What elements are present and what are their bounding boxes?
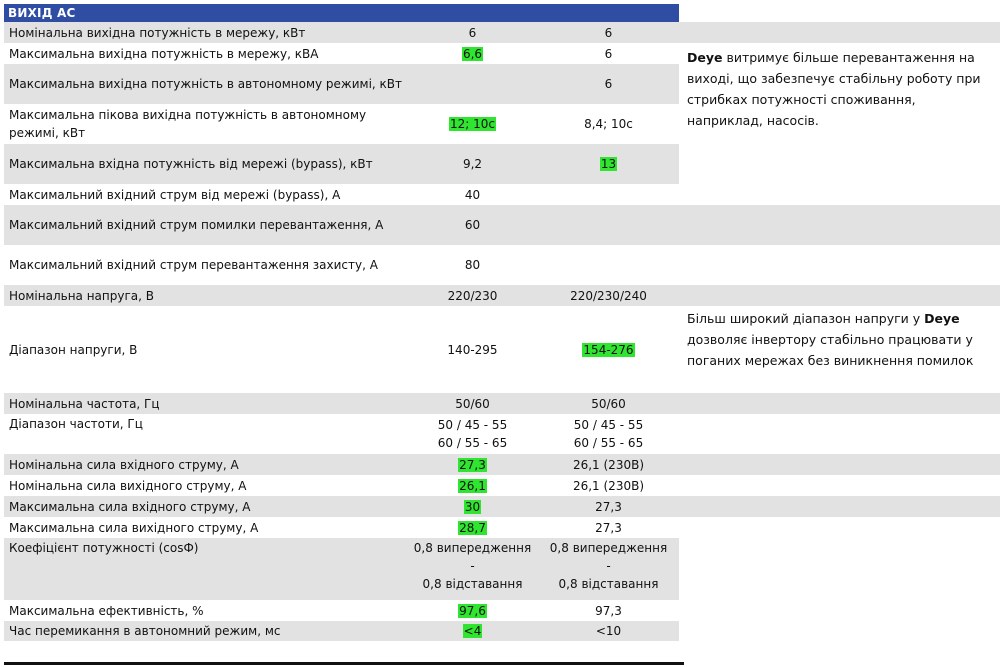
value-1 — [407, 43, 538, 64]
spec-table — [4, 4, 1000, 641]
row-label: Максимальна вихідна потужність в мережу, кВА — [4, 43, 407, 64]
highlight-value: 26,1 — [459, 478, 486, 493]
table-row — [4, 517, 1000, 538]
value-1: 6 — [407, 22, 538, 43]
value-2 — [538, 205, 679, 245]
value-1: 80 — [407, 245, 538, 285]
table-row — [4, 285, 1000, 306]
section-title: ВИХІД AC — [4, 4, 679, 22]
highlight-value: 30 — [464, 499, 481, 514]
table-row — [4, 414, 1000, 454]
value-1 — [407, 496, 538, 517]
value-2: 97,3 — [538, 600, 679, 621]
overload-note — [679, 43, 1000, 184]
row-label: Діапазон напруги, В — [4, 306, 407, 393]
row-label: Максимальна вхідна потужність від мережі (bypass), кВт — [4, 144, 407, 184]
highlight-value: 13 — [600, 157, 617, 171]
value-2: 6 — [538, 64, 679, 104]
value-2: 27,3 — [538, 517, 679, 538]
value-2: 220/230/240 — [538, 285, 679, 306]
highlight-value: 154-276 — [583, 342, 634, 357]
value-1: 140-295 — [407, 306, 538, 393]
note-text: витримує більше перевантаження на виході, що забезпечує стабільну роботу при стрибках потужності споживання, наприклад, насосів. — [687, 50, 981, 128]
highlight-value: <4 — [463, 624, 482, 638]
value-2: 50 / 45 - 55 60 / 55 - 65 — [538, 414, 679, 454]
value-2: 6 — [538, 43, 679, 64]
table-row — [4, 538, 1000, 600]
value-1 — [407, 64, 538, 104]
row-label: Максимальна ефективність, % — [4, 600, 407, 621]
value-2: 50/60 — [538, 393, 679, 414]
brand-name: Deye — [687, 50, 723, 65]
row-label: Максимальна сила вихідного струму, А — [4, 517, 407, 538]
voltage-note — [679, 306, 1000, 393]
value-1: 50/60 — [407, 393, 538, 414]
note-text: дозволяє інвертору стабільно працювати у поганих мережах без виникнення помилок — [687, 332, 974, 368]
value-1: 40 — [407, 184, 538, 205]
row-label: Максимальна вихідна потужність в автономному режимі, кВт — [4, 64, 407, 104]
table-row — [4, 475, 1000, 496]
value-1 — [407, 475, 538, 496]
table-row — [4, 393, 1000, 414]
table-row — [4, 205, 1000, 245]
value-2: 8,4; 10с — [538, 104, 679, 144]
value-1 — [407, 104, 538, 144]
value-1 — [407, 621, 538, 641]
value-2: 6 — [538, 22, 679, 43]
table-header-row — [4, 4, 1000, 22]
row-label: Номінальна вихідна потужність в мережу, кВт — [4, 22, 407, 43]
row-label: Максимальна пікова вихідна потужність в автономному режимі, кВт — [4, 104, 407, 144]
value-1: 9,2 — [407, 144, 538, 184]
row-label: Максимальна сила вхідного струму, А — [4, 496, 407, 517]
value-2 — [538, 245, 679, 285]
value-1 — [407, 600, 538, 621]
highlight-value: 6,6 — [462, 46, 483, 61]
value-1: 60 — [407, 205, 538, 245]
row-label: Максимальний вхідний струм перевантаження захисту, А — [4, 245, 407, 285]
value-2: <10 — [538, 621, 679, 641]
highlight-value: 27,3 — [459, 457, 486, 472]
value-1: 50 / 45 - 55 60 / 55 - 65 — [407, 414, 538, 454]
highlight-value: 97,6 — [459, 603, 486, 618]
table-row — [4, 306, 1000, 393]
table-row — [4, 184, 1000, 205]
highlight-value: 28,7 — [459, 520, 486, 535]
row-label: Максимальний вхідний струм помилки перевантаження, А — [4, 205, 407, 245]
row-label: Номінальна сила вхідного струму, А — [4, 454, 407, 475]
highlight-value: 12; 10с — [450, 117, 495, 131]
row-label: Номінальна частота, Гц — [4, 393, 407, 414]
value-2: 27,3 — [538, 496, 679, 517]
row-label: Максимальний вхідний струм від мережі (bypass), А — [4, 184, 407, 205]
value-2 — [538, 144, 679, 184]
row-label: Номінальна сила вихідного струму, А — [4, 475, 407, 496]
value-1 — [407, 454, 538, 475]
row-label: Коефіцієнт потужності (cosФ) — [4, 538, 407, 600]
value-2 — [538, 306, 679, 393]
value-1 — [407, 517, 538, 538]
row-label: Час перемикання в автономний режим, мс — [4, 621, 407, 641]
value-2: 26,1 (230В) — [538, 454, 679, 475]
value-1: 0,8 випередження - 0,8 відставання — [407, 538, 538, 600]
table-row — [4, 245, 1000, 285]
table-bottom-border — [4, 662, 684, 665]
value-1: 220/230 — [407, 285, 538, 306]
table-row — [4, 22, 1000, 43]
table-row — [4, 496, 1000, 517]
table-row — [4, 600, 1000, 621]
value-2: 0,8 випередження - 0,8 відставання — [538, 538, 679, 600]
table-row — [4, 621, 1000, 641]
value-2: 26,1 (230В) — [538, 475, 679, 496]
table-row — [4, 43, 1000, 64]
row-label: Номінальна напруга, В — [4, 285, 407, 306]
value-2 — [538, 184, 679, 205]
brand-name: Deye — [924, 311, 960, 326]
row-label: Діапазон частоти, Гц — [4, 414, 407, 454]
note-prefix: Більш широкий діапазон напруги у — [687, 311, 925, 326]
table-row — [4, 454, 1000, 475]
